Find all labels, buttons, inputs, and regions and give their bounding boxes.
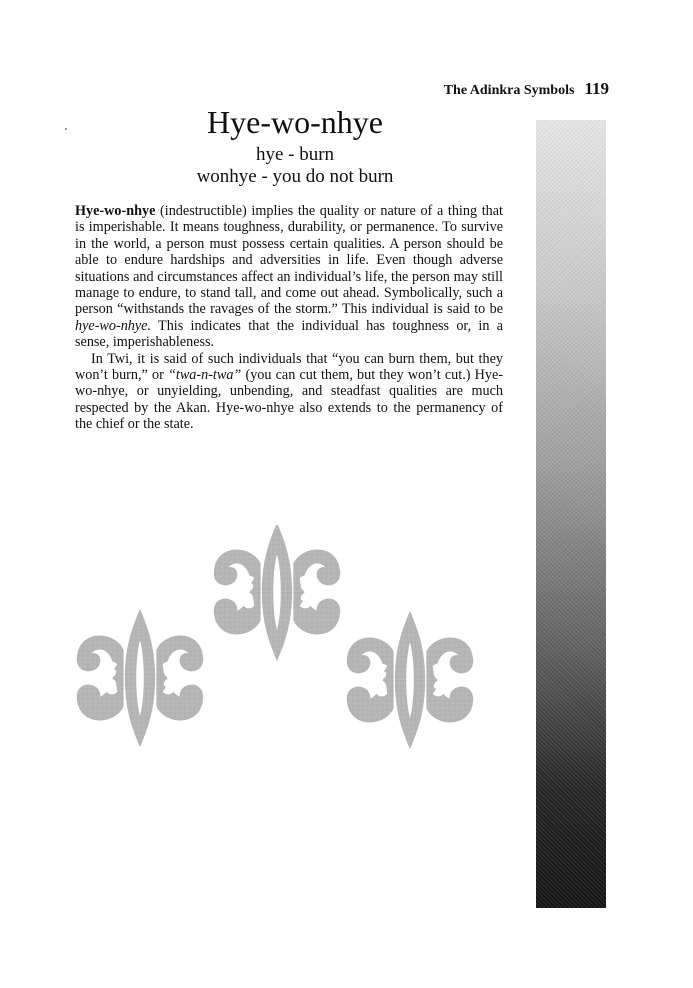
italic-term: hye-wo-nhye. [75,317,152,334]
translation-line-2: wonhye - you do not burn [196,166,394,187]
adinkra-symbol [214,525,340,661]
paragraph-text: In Twi, it is said of such individuals that “you can burn them, but they won’t burn,” or [75,350,503,384]
section-title: The Adinkra Symbols [443,83,575,98]
italic-term: “twa-n-twa” [167,367,242,384]
paragraph [75,351,503,433]
paragraph-text: This indicates that the individual has toughness or, in a sense, imperishableness. [75,317,503,351]
paragraph-text: (indestructible) implies the quality or nature of a thing that is imperishable. It means toughness, durability, or permanence. To survive in the world, a person must possess certain qualities. A person should be able to endure hardships and adversities in life. Even though adverse situations and circumstances affect an individual’s life, the person may still manage to endure, to stand tall, and come out ahead. Symbolically, such a person “withstands the ravages of the storm.” This individual is said to be [75,203,503,318]
paragraph-text: (you can cut them, but they won’t cut.) Hye-wo-nhye, or unyielding, unbending, and steadfast qualities are much respected by the Akan. Hye-wo-nhye also extends to the permanency of the chief or the state. [75,367,504,433]
paragraph [75,203,503,351]
translation-line-1: hye - burn [255,144,335,165]
adinkra-symbol [347,611,473,750]
symbol-title: Hye-wo-nhye [207,104,383,140]
lead-term: Hye-wo-nhye [75,203,156,219]
adinkra-symbol [77,609,203,748]
body-text [75,203,503,433]
gradient-side-bar [536,120,606,908]
page-number: 119 [584,79,609,98]
adinkra-illustration [60,525,500,765]
running-header [444,79,609,99]
